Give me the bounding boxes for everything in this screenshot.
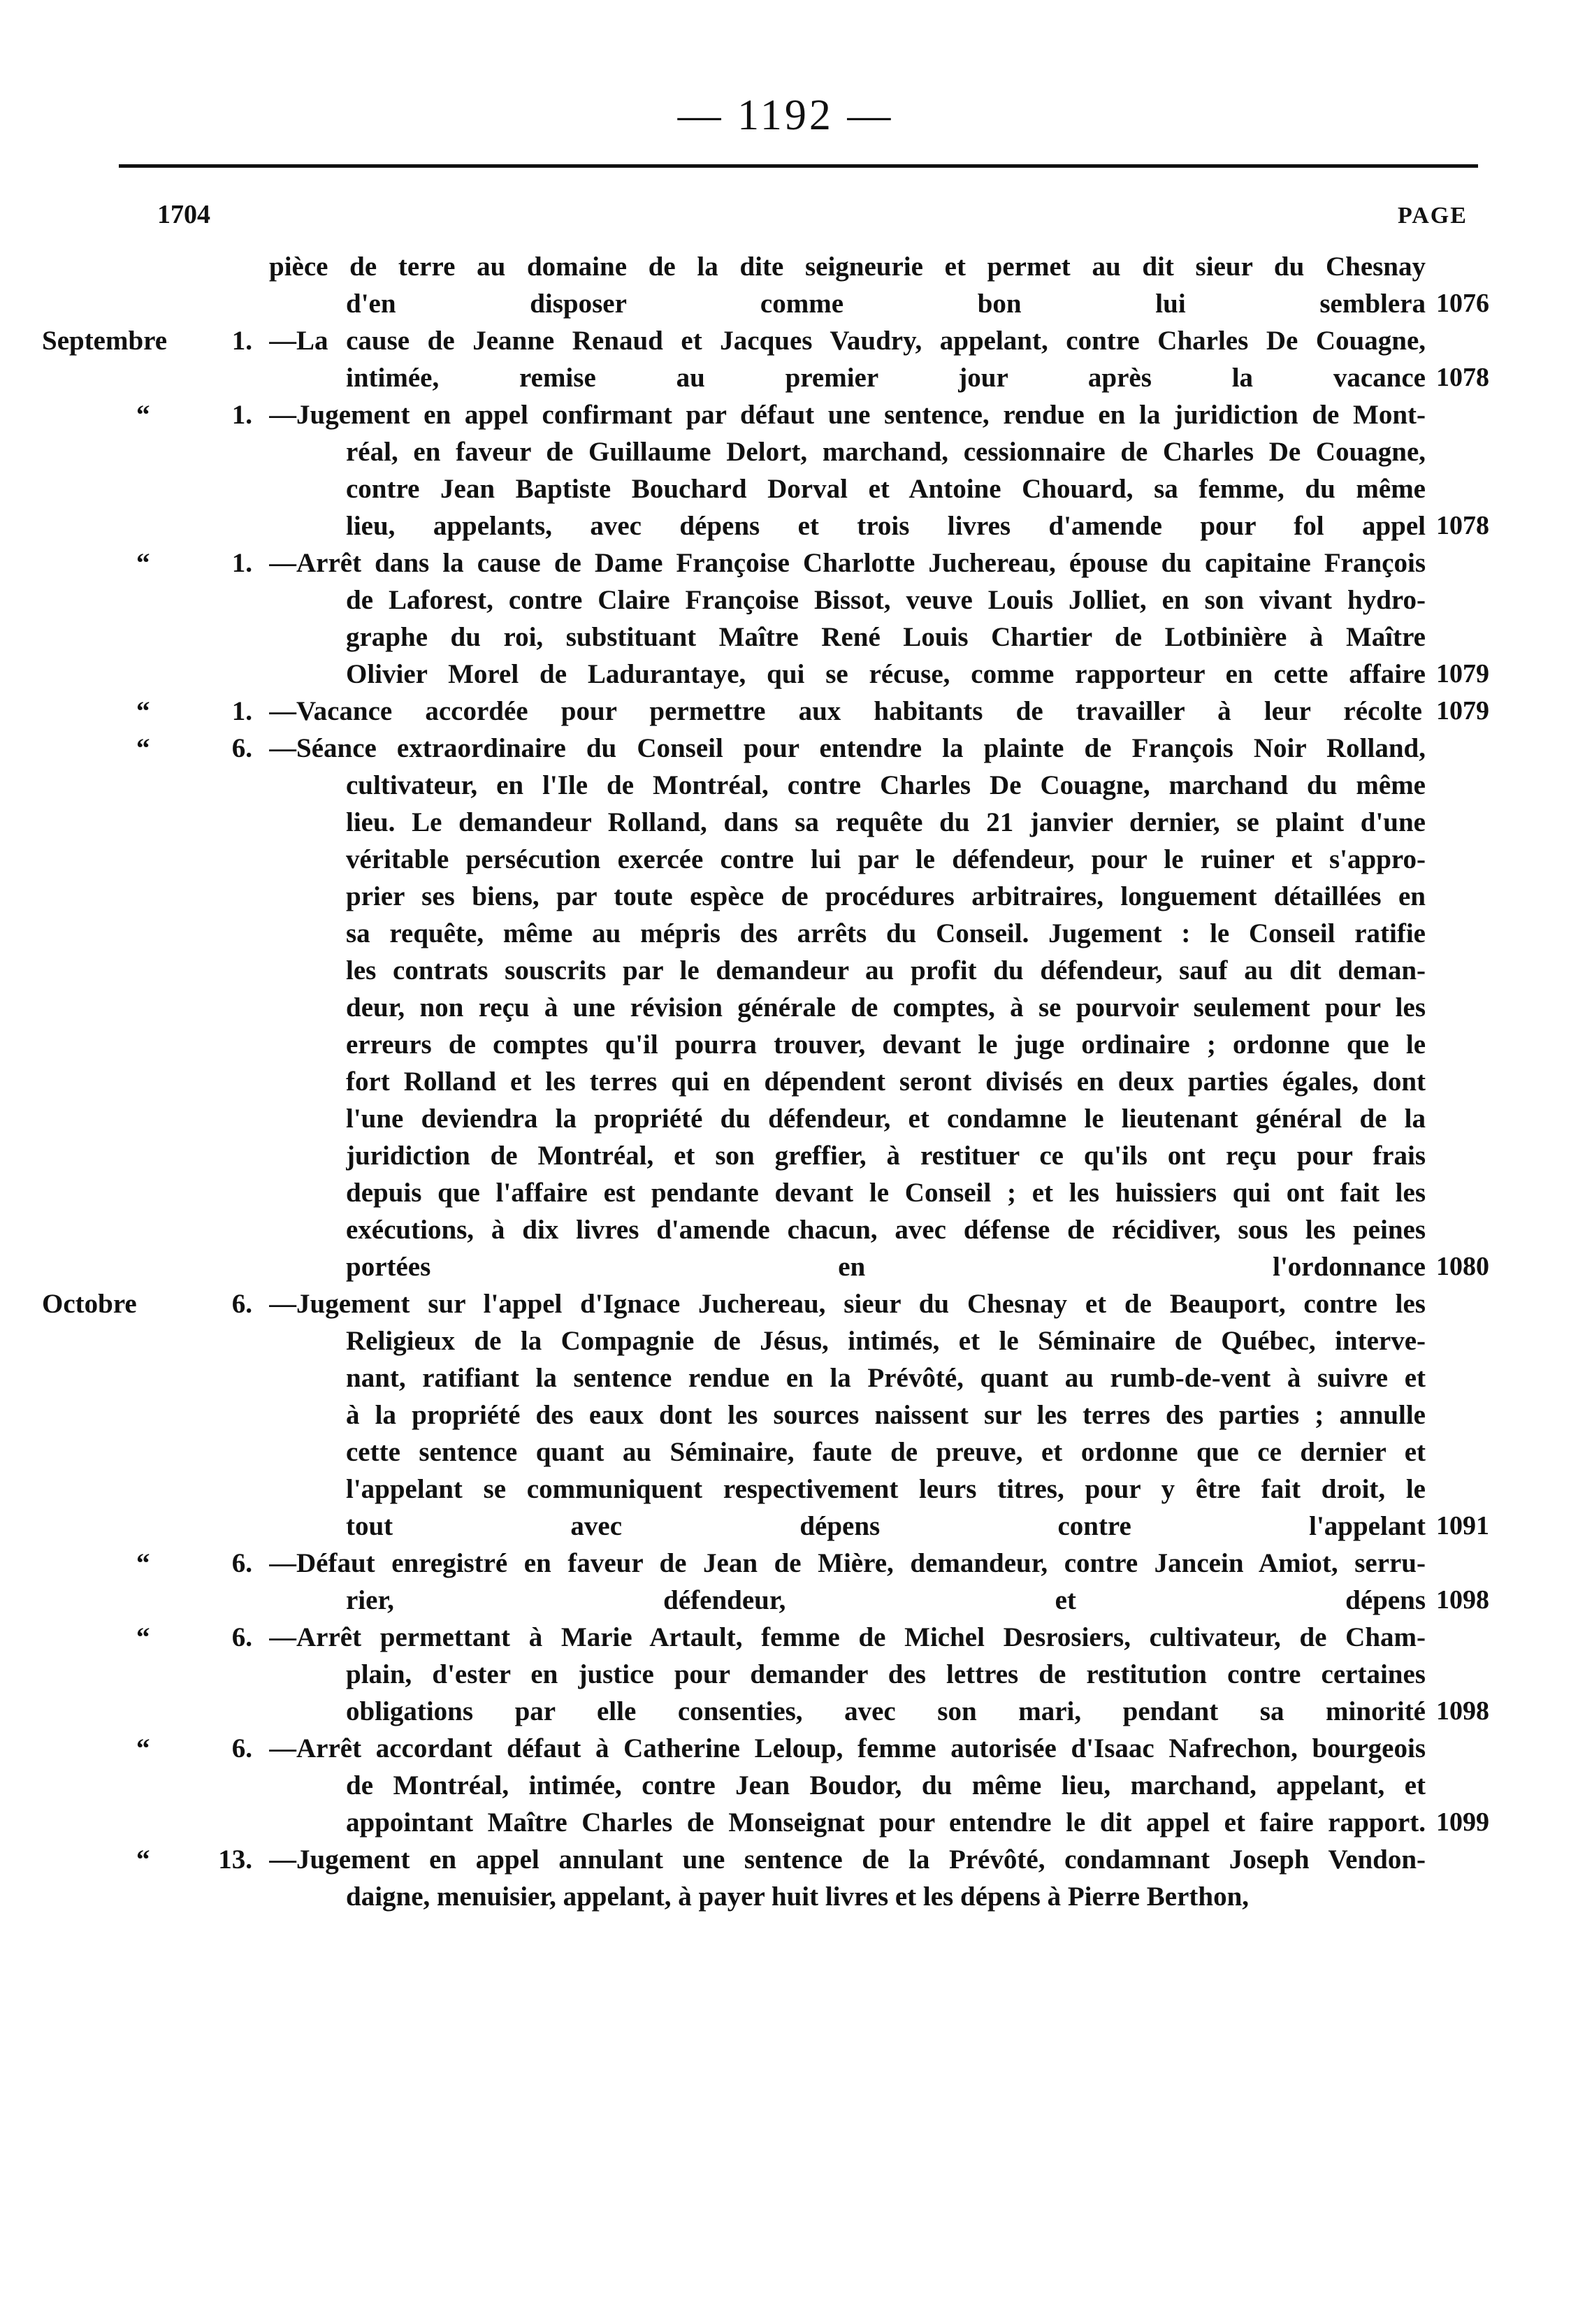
entry-line — [0, 1026, 1571, 1063]
entry-text: appointant Maître Charles de Monseignat pour entendre le dit appel et faire rapport. — [346, 1807, 1426, 1838]
page-reference: 1079 — [1436, 696, 1489, 726]
page-reference: 1098 — [1436, 1585, 1489, 1615]
header-rule — [119, 164, 1478, 168]
list-item — [0, 1841, 1571, 1915]
entry-text: cultivateur, en l'Ile de Montréal, contre Charles De Couagne, marchand du même — [346, 770, 1426, 800]
entry-text: sa requête, même au mépris des arrêts du Conseil. Jugement : le Conseil ratifie — [346, 918, 1426, 948]
entry-line — [0, 656, 1571, 693]
entry-text: Olivier Morel de Ladurantaye, qui se récuse, comme rapporteur en cette affaire — [346, 659, 1426, 689]
ditto-mark: “ — [136, 1622, 150, 1652]
entry-line — [0, 1693, 1571, 1730]
entry-line — [0, 1471, 1571, 1508]
list-item — [0, 693, 1571, 730]
page-reference: 1091 — [1436, 1511, 1489, 1540]
entry-line — [0, 1396, 1571, 1434]
entry-line — [0, 767, 1571, 804]
entry-line — [0, 730, 1571, 767]
ditto-mark: “ — [136, 1845, 150, 1875]
entry-text: les contrats souscrits par le demandeur au profit du défendeur, sauf au dit deman- — [346, 955, 1426, 986]
entry-line — [0, 1322, 1571, 1359]
entry-text: lieu, appelants, avec dépens et trois livres d'amende pour fol appel — [346, 511, 1426, 541]
entries-list — [0, 248, 1571, 1915]
entry-line — [0, 878, 1571, 915]
entry-text: cette sentence quant au Séminaire, faute de preuve, et ordonne que ce dernier et — [346, 1437, 1426, 1467]
page-column-label: PAGE — [1398, 203, 1468, 229]
entry-text: Religieux de la Compagnie de Jésus, intimés, et le Séminaire de Québec, interve- — [346, 1326, 1426, 1356]
entry-line — [0, 989, 1571, 1026]
entry-text: contre Jean Baptiste Bouchard Dorval et Antoine Chouard, sa femme, du même — [346, 474, 1426, 504]
entry-line — [0, 1285, 1571, 1322]
entry-line — [0, 693, 1571, 730]
entry-text: —Arrêt accordant défaut à Catherine Leloup, femme autorisée d'Isaac Nafrechon, bourgeois — [269, 1733, 1426, 1763]
ditto-mark: “ — [136, 400, 150, 430]
entry-line — [0, 1730, 1571, 1767]
month-label: Septembre — [42, 326, 168, 356]
entry-line — [0, 1434, 1571, 1471]
entry-line — [0, 1211, 1571, 1248]
entry-line — [0, 1582, 1571, 1619]
list-item — [0, 248, 1571, 322]
entry-line — [0, 841, 1571, 878]
entry-line — [0, 1804, 1571, 1841]
day-number: 6. — [231, 1548, 252, 1578]
entry-line — [0, 1174, 1571, 1211]
entry-text: —La cause de Jeanne Renaud et Jacques Vaudry, appelant, contre Charles De Couagne, — [269, 326, 1426, 356]
day-number: 13. — [218, 1845, 252, 1875]
entry-line — [0, 1248, 1571, 1285]
entry-text: rier, défendeur, et dépens — [346, 1585, 1426, 1615]
page-number: — 1192 — — [677, 92, 894, 139]
entry-line — [0, 1545, 1571, 1582]
entry-text: l'une deviendra la propriété du défendeur, et condamne le lieutenant général de la — [346, 1104, 1426, 1134]
entry-line — [0, 1767, 1571, 1804]
entry-text: l'appelant se communiquent respectivement leurs titres, pour y être fait droit, le — [346, 1474, 1426, 1504]
entry-line — [0, 1137, 1571, 1174]
list-item — [0, 1545, 1571, 1619]
entry-text: juridiction de Montréal, et son greffier, à restituer ce qu'ils ont reçu pour frais — [346, 1141, 1426, 1171]
entry-line — [0, 1508, 1571, 1545]
page-reference: 1099 — [1436, 1807, 1489, 1837]
entry-line — [0, 396, 1571, 433]
year-label: 1704 — [157, 200, 210, 229]
entry-line — [0, 1063, 1571, 1100]
page-reference: 1078 — [1436, 511, 1489, 540]
entry-text: —Séance extraordinaire du Conseil pour entendre la plainte de François Noir Rolland, — [269, 733, 1426, 763]
day-number: 1. — [231, 696, 252, 726]
entry-text: —Arrêt permettant à Marie Artault, femme de Michel Desrosiers, cultivateur, de Cham- — [269, 1622, 1426, 1652]
entry-text: obligations par elle consenties, avec son mari, pendant sa minorité — [346, 1696, 1426, 1726]
page-reference: 1076 — [1436, 289, 1489, 318]
page-reference: 1079 — [1436, 659, 1489, 688]
list-item — [0, 1619, 1571, 1730]
entry-line — [0, 433, 1571, 470]
entry-line — [0, 1359, 1571, 1396]
day-number: 1. — [231, 400, 252, 430]
entry-text: —Jugement en appel annulant une sentence de la Prévôté, condamnant Joseph Vendon- — [269, 1845, 1426, 1875]
ditto-mark: “ — [136, 733, 150, 763]
entry-text: —Arrêt dans la cause de Dame Françoise Charlotte Juchereau, épouse du capitaine François — [269, 548, 1426, 578]
entry-line — [0, 1656, 1571, 1693]
day-number: 6. — [231, 1622, 252, 1652]
entry-text: prier ses biens, par toute espèce de procédures arbitraires, longuement détaillées en — [346, 881, 1426, 911]
entry-text: véritable persécution exercée contre lui par le défendeur, pour le ruiner et s'appro- — [346, 844, 1426, 874]
list-item — [0, 396, 1571, 544]
entry-text: depuis que l'affaire est pendante devant le Conseil ; et les huissiers qui ont fait les — [346, 1178, 1426, 1208]
entry-text: nant, ratifiant la sentence rendue en la Prévôté, quant au rumb-de-vent à suivre et — [346, 1363, 1426, 1393]
entry-line — [0, 470, 1571, 507]
entry-line — [0, 507, 1571, 544]
entry-line — [0, 804, 1571, 841]
list-item — [0, 730, 1571, 1285]
entry-text: deur, non reçu à une révision générale de comptes, à se pourvoir seulement pour les — [346, 993, 1426, 1023]
list-item — [0, 1730, 1571, 1841]
entry-line — [0, 619, 1571, 656]
entry-text: erreurs de comptes qu'il pourra trouver, devant le juge ordinaire ; ordonne que le — [346, 1030, 1426, 1060]
day-number: 1. — [231, 548, 252, 578]
entry-text: —Jugement en appel confirmant par défaut une sentence, rendue en la juridiction de Mont- — [269, 400, 1426, 430]
entry-text: graphe du roi, substituant Maître René Louis Chartier de Lotbinière à Maître — [346, 622, 1426, 652]
ditto-mark: “ — [136, 1733, 150, 1763]
day-number: 6. — [231, 1733, 252, 1763]
entry-line — [0, 1841, 1571, 1878]
day-number: 1. — [231, 326, 252, 356]
entry-text: de Laforest, contre Claire Françoise Bissot, veuve Louis Jolliet, en son vivant hydro- — [346, 585, 1426, 615]
entry-text: de Montréal, intimée, contre Jean Boudor, du même lieu, marchand, appelant, et — [346, 1770, 1426, 1800]
entry-text: intimée, remise au premier jour après la vacance — [346, 363, 1426, 393]
entry-line — [0, 952, 1571, 989]
day-number: 6. — [231, 733, 252, 763]
entry-line — [0, 248, 1571, 285]
entry-line — [0, 1619, 1571, 1656]
entry-text: —Vacance accordée pour permettre aux habitants de travailler à leur récolte — [269, 696, 1422, 726]
list-item — [0, 322, 1571, 396]
day-number: 6. — [231, 1289, 252, 1319]
entry-line — [0, 544, 1571, 582]
entry-text: réal, en faveur de Guillaume Delort, marchand, cessionnaire de Charles De Couagne, — [346, 437, 1426, 467]
entry-text: —Jugement sur l'appel d'Ignace Juchereau, sieur du Chesnay et de Beauport, contre les — [269, 1289, 1426, 1319]
list-item — [0, 1285, 1571, 1545]
entry-text: exécutions, à dix livres d'amende chacun, avec défense de récidiver, sous les peines — [346, 1215, 1426, 1245]
entry-text: portées en l'ordonnance — [346, 1252, 1426, 1282]
page-reference: 1078 — [1436, 363, 1489, 392]
entry-text: lieu. Le demandeur Rolland, dans sa requête du 21 janvier dernier, se plaint d'une — [346, 807, 1426, 837]
ditto-mark: “ — [136, 548, 150, 578]
entry-line — [0, 322, 1571, 359]
entry-text: d'en disposer comme bon lui semblera — [346, 289, 1426, 319]
entry-text: tout avec dépens contre l'appelant — [346, 1511, 1426, 1541]
month-label: Octobre — [42, 1289, 137, 1319]
entry-text: daigne, menuisier, appelant, à payer huit livres et les dépens à Pierre Berthon, — [346, 1882, 1250, 1912]
entry-line — [0, 285, 1571, 322]
page-reference: 1080 — [1436, 1252, 1489, 1281]
entry-text: —Défaut enregistré en faveur de Jean de Mière, demandeur, contre Jancein Amiot, serru- — [269, 1548, 1426, 1578]
entry-text: pièce de terre au domaine de la dite seigneurie et permet au dit sieur du Chesnay — [269, 252, 1426, 282]
entry-text: à la propriété des eaux dont les sources naissent sur les terres des parties ; annulle — [346, 1400, 1426, 1430]
entry-text: fort Rolland et les terres qui en dépendent seront divisés en deux parties égales, dont — [346, 1067, 1426, 1097]
page-reference: 1098 — [1436, 1696, 1489, 1726]
entry-line — [0, 1100, 1571, 1137]
ditto-mark: “ — [136, 696, 150, 726]
entry-text: plain, d'ester en justice pour demander des lettres de restitution contre certaines — [346, 1659, 1426, 1689]
entry-line — [0, 1878, 1571, 1915]
entry-line — [0, 582, 1571, 619]
entry-line — [0, 915, 1571, 952]
list-item — [0, 544, 1571, 693]
ditto-mark: “ — [136, 1548, 150, 1578]
entry-line — [0, 359, 1571, 396]
